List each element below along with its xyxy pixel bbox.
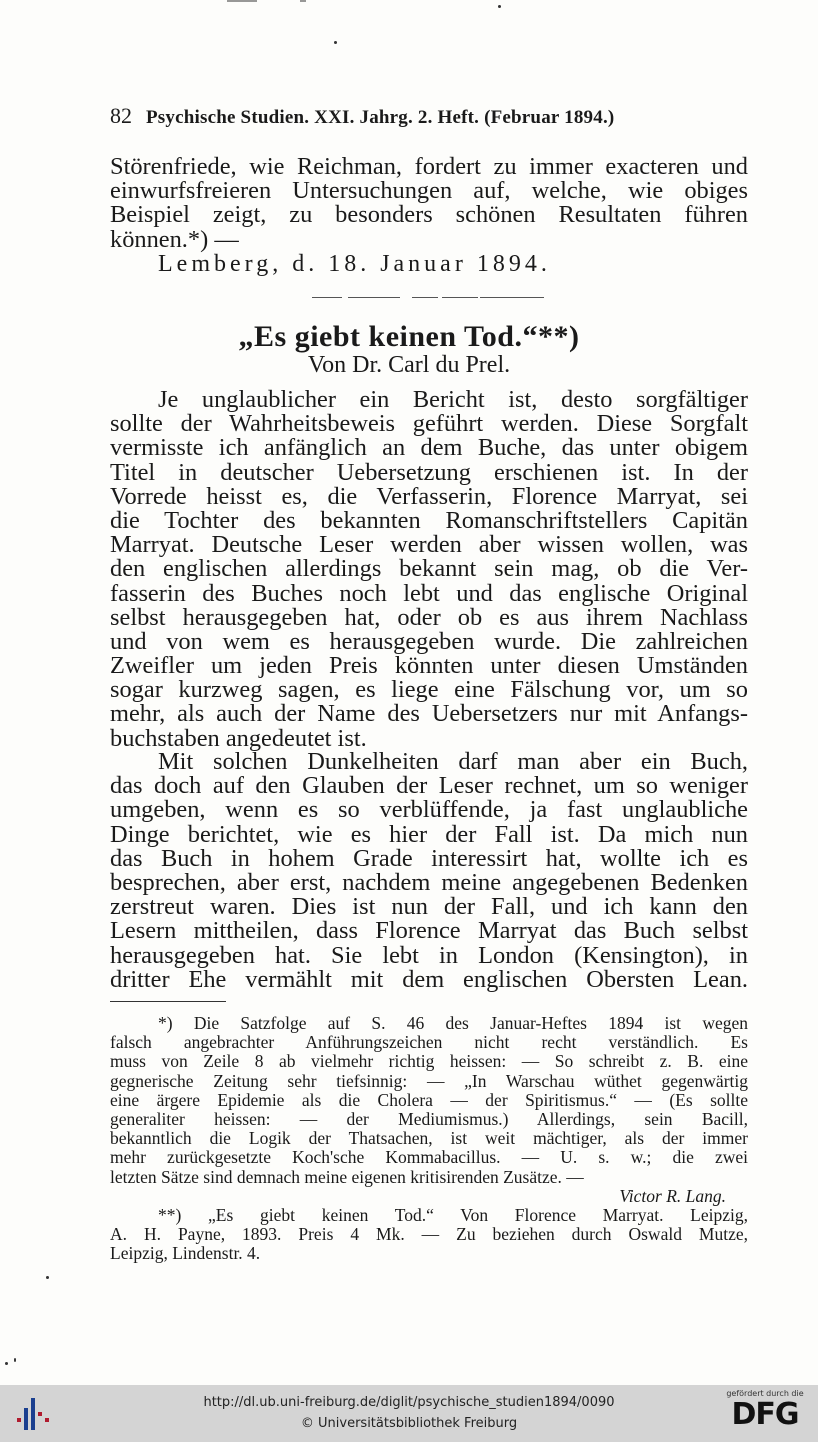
intro-line: Beispiel zeigt, zu besonders schönen Resultaten führen	[110, 201, 748, 229]
intro-paragraph	[110, 155, 748, 252]
paragraph-1-line: die Tochter des bekannten Romanschriftstellers Capitän	[110, 506, 748, 534]
footnote-1-line: mehr zurückgesetzte Koch'sche Kommabacillus. — U. s. w.; die zwei	[110, 1147, 748, 1168]
viewer-footer	[0, 1385, 818, 1442]
dateline-block	[110, 252, 748, 276]
paragraph-1-line: Zweifler um jeden Preis könnten unter diesen Umständen	[110, 652, 748, 680]
footnote-1-line: letzten Sätze sind demnach meine eigenen kritisirenden Zusätze. —	[110, 1166, 584, 1187]
intro-line: einwurfsfreieren Untersuchungen auf, welche, wie obiges	[110, 177, 748, 205]
dfg-logo	[722, 1389, 808, 1439]
running-header	[110, 103, 710, 129]
paragraph-2-line: besprechen, aber erst, nachdem meine angegebenen Bedenken	[110, 868, 748, 896]
footnote-2-line: Leipzig, Lindenstr. 4.	[110, 1243, 261, 1264]
document-url[interactable]: http://dl.ub.uni-freiburg.de/diglit/psychische_studien1894/0090	[203, 1395, 615, 1410]
dfg-tagline: gefördert durch die	[726, 1389, 804, 1398]
paragraph-2-line: das Buch in hohem Grade interessirt hat, wollte ich es	[110, 844, 748, 872]
paragraph-2-line: Mit solchen Dunkelheiten darf man aber ein Buch,	[158, 748, 748, 775]
footnote-1-line: muss von Zeile 8 ab vielmehr richtig heissen: — So schreibt z. B. eine	[110, 1051, 748, 1072]
dfg-logo-text: DFG	[731, 1397, 799, 1432]
intro-line: Störenfriede, wie Reichman, fordert zu immer exacteren und	[110, 153, 748, 180]
paragraph-2-line: zerstreut waren. Dies ist nun der Fall, und ich kann den	[110, 893, 748, 921]
footnote-1	[110, 1014, 748, 1206]
running-title: Psychische Studien. XXI. Jahrg. 2. Heft. (Februar 1894.)	[146, 107, 615, 128]
footnote-2	[110, 1206, 748, 1264]
paragraph-1-line: fasserin des Buches noch lebt und das englische Original	[110, 579, 748, 607]
copyright-notice: © Universitätsbibliothek Freiburg	[300, 1416, 518, 1431]
paragraph-1-line: und von wem es herausgegeben wurde. Die zahlreichen	[110, 627, 748, 655]
section-separator	[312, 297, 544, 299]
footnote-1-line: generaliter heissen: — der Mediumismus.) Allerdings, sein Bacill,	[110, 1108, 748, 1129]
footnote-1-line: bekanntlich die Logik der Thatsachen, ist weit mächtiger, als der immer	[110, 1128, 748, 1149]
paragraph-2	[110, 750, 748, 992]
footnote-rule	[110, 1001, 226, 1002]
paragraph-1	[110, 388, 748, 751]
paragraph-1-line: buchstaben angedeutet ist.	[110, 724, 367, 752]
paragraph-1-line: Marryat. Deutsche Leser werden aber wissen wollen, was	[110, 531, 748, 559]
paragraph-2-line: umgeben, wenn es so verblüffende, ja fast unglaubliche	[110, 796, 748, 824]
paragraph-1-line: Titel in deutscher Uebersetzung erschienen ist. In der	[110, 458, 748, 486]
footnote-1-line: *) Die Satzfolge auf S. 46 des Januar-Heftes 1894 ist wegen	[158, 1013, 748, 1033]
footnote-1-signature: Victor R. Lang.	[619, 1185, 726, 1206]
footnote-1-line: gegnerische Zeitung sehr tiefsinnig: — „In Warschau wüthet gegenwärtig	[110, 1070, 748, 1091]
byline: Von Dr. Carl du Prel.	[307, 352, 511, 378]
paragraph-1-line: mehr, als auch der Name des Uebersetzers nur mit Anfangs-	[110, 700, 748, 728]
paragraph-1-line: den englischen allerdings bekannt sein mag, ob die Ver-	[110, 555, 748, 583]
footnote-1-line: eine ärgere Epidemie als die Cholera — der Spiritismus.“ — (Es sollte	[110, 1089, 748, 1110]
footnote-2-line: **) „Es giebt keinen Tod.“ Von Florence Marryat. Leipzig,	[158, 1205, 748, 1225]
paragraph-1-line: sollte der Wahrheitsbeweis geführt werden. Diese Sorgfalt	[110, 410, 748, 438]
paragraph-2-line: Dinge berichtet, wie es hier der Fall ist. Da mich nun	[110, 820, 748, 848]
article-title: „Es giebt keinen Tod.“**)	[238, 320, 580, 353]
paragraph-1-line: Vorrede heisst es, die Verfasserin, Florence Marryat, sei	[110, 482, 748, 510]
footnote-1-line: falsch angebrachter Anführungszeichen nicht recht verständlich. Es	[110, 1032, 748, 1053]
paragraph-2-line: herausgegeben hat. Sie lebt in London (Kensington), in	[110, 941, 748, 969]
intro-line: können.*) —	[110, 225, 239, 253]
paragraph-2-line: dritter Ehe vermählt mit dem englischen Obersten Lean.	[110, 965, 748, 993]
paragraph-1-line: vermisste ich anfänglich an dem Buche, das unter obigem	[110, 434, 748, 462]
page-number: 82	[110, 103, 132, 128]
dateline: Lemberg, d. 18. Januar 1894.	[158, 251, 551, 277]
paragraph-2-line: das doch auf den Glauben der Leser rechnet, um so weniger	[110, 772, 748, 800]
paragraph-2-line: Lesern mittheilen, dass Florence Marryat das Buch selbst	[110, 917, 748, 945]
paragraph-1-line: Je unglaublicher ein Bericht ist, desto sorgfältiger	[158, 386, 748, 413]
paragraph-1-line: selbst herausgegeben hat, oder ob es aus ihrem Nachlass	[110, 603, 748, 631]
paragraph-1-line: sogar kurzweg sagen, es liege eine Fälschung vor, um so	[110, 676, 748, 704]
footnote-2-line: A. H. Payne, 1893. Preis 4 Mk. — Zu beziehen durch Oswald Mutze,	[110, 1224, 748, 1245]
